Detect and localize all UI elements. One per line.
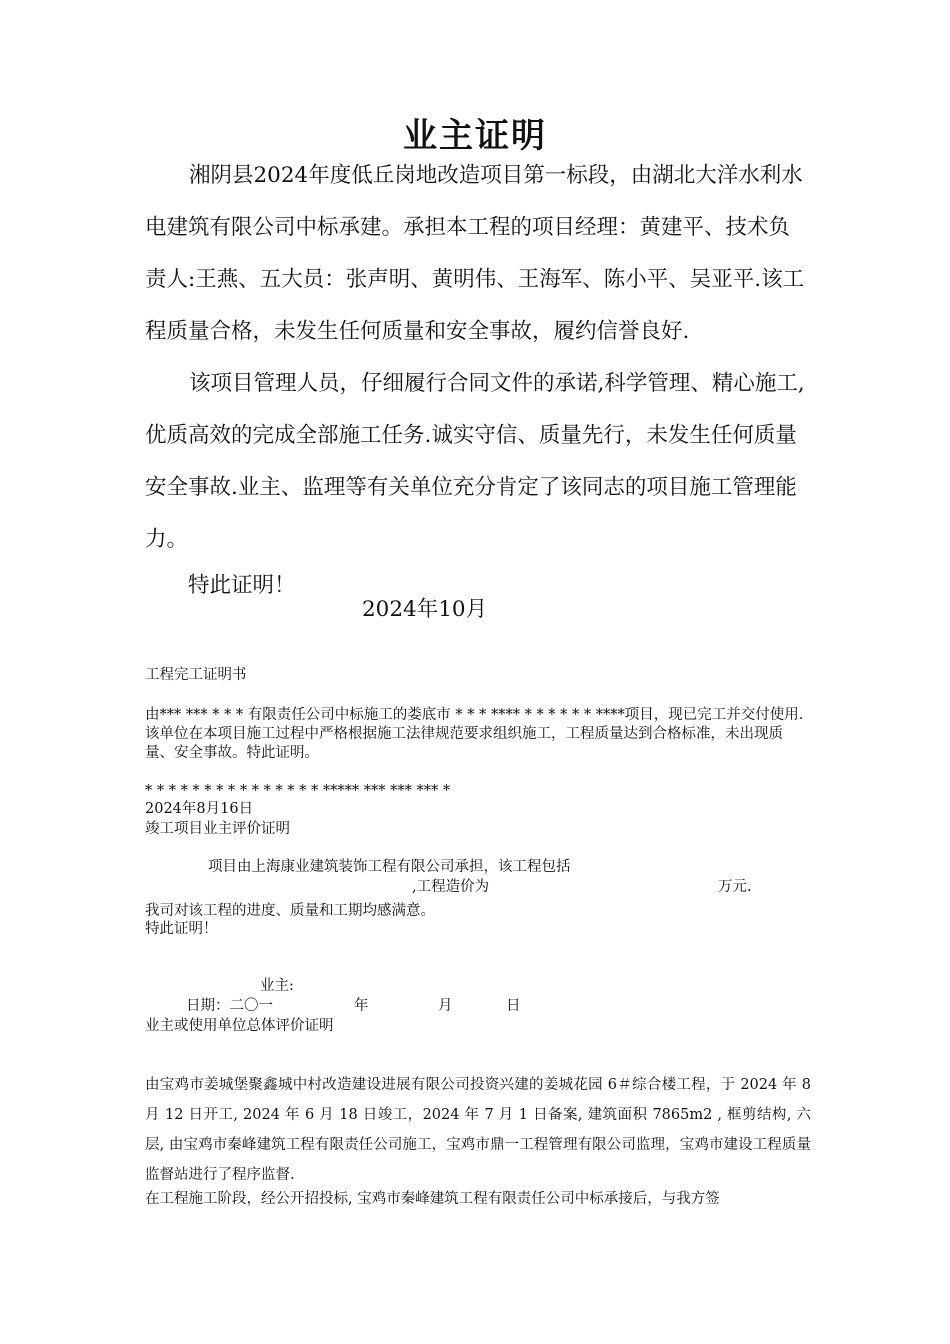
- evaluation-cert-cost-unit: 万元.: [718, 879, 752, 895]
- completion-cert-date: 2024年8月16日: [145, 801, 254, 817]
- date-day-label: 日: [506, 998, 521, 1014]
- evaluation-cert-line-1: 项目由上海康业建筑装饰工程有限公司承担，该工程包括: [208, 859, 571, 875]
- owner-cert-closing: 特此证明！: [188, 573, 296, 598]
- evaluation-cert-owner-label: 业主:: [260, 978, 294, 994]
- overall-evaluation-paragraph-2: 在工程施工阶段，经公开招投标, 宝鸡市秦峰建筑工程有限责任公司中标承接后，与我方签: [145, 1191, 720, 1207]
- evaluation-cert-cost-label: ,工程造价为: [412, 879, 490, 895]
- owner-cert-paragraph-2: 该项目管理人员，仔细履行合同文件的承诺,科学管理、精心施工,优质高效的完成全部施工任务.诚实守信、质量先行，未发生任何质量安全事故.业主、监理等有关单位充分肯定了该同志的项目施工管理能力。: [145, 371, 805, 552]
- evaluation-cert-line-3: 我司对该工程的进度、质量和工期均感满意。: [145, 903, 435, 919]
- owner-cert-paragraph-1: 湘阴县2024年度低丘岗地改造项目第一标段，由湖北大洋水利水电建筑有限公司中标承建。承担本工程的项目经理：黄建平、技术负责人:王燕、五大员：张声明、黄明伟、王海军、陈小平、吴亚平.该工程质量合格，未发生任何质量和安全事故，履约信誉良好.: [145, 163, 805, 344]
- completion-cert-signature-stars: * * * * * * * * * * * * * * * ***** *** *** *** *: [145, 783, 451, 799]
- evaluation-cert-title: 竣工项目业主评价证明: [145, 821, 290, 837]
- completion-cert-paragraph: 由*** *** * * * 有限责任公司中标施工的娄底市 * * * **** * * * * * * ****项目，现已完工并交付使用.该单位在本项目施工过程中严格根据施工法律规范要求组织施工，工程质量达到合格标准，未出现质量、安全事故。特此证明。: [145, 707, 804, 761]
- evaluation-cert-closing: 特此证明！: [145, 921, 218, 937]
- date-year-label: 年: [354, 998, 369, 1014]
- date-label: 日期：二〇一: [186, 998, 273, 1014]
- overall-evaluation-paragraph-1: 由宝鸡市姜城堡聚鑫城中村改造建设进展有限公司投资兴建的姜城花园 6＃综合楼工程，于 2024 年 8 月 12 日开工, 2024 年 6 月 18 日竣工，2024 年 7 月 1 日备案, 建筑面积 7865m2 , 框剪结构, 六层, 由宝鸡市秦峰建筑工程有限责任公司施工，宝鸡市鼎一工程管理有限公司监理，宝鸡市建设工程质量监督站进行了程序监督.: [145, 1077, 811, 1183]
- completion-cert-title: 工程完工证明书: [145, 667, 247, 683]
- overall-evaluation-title: 业主或使用单位总体评价证明: [145, 1018, 334, 1034]
- page-title: 业主证明: [403, 116, 547, 156]
- owner-cert-date: 2024年10月: [362, 597, 488, 622]
- date-month-label: 月: [438, 998, 453, 1014]
